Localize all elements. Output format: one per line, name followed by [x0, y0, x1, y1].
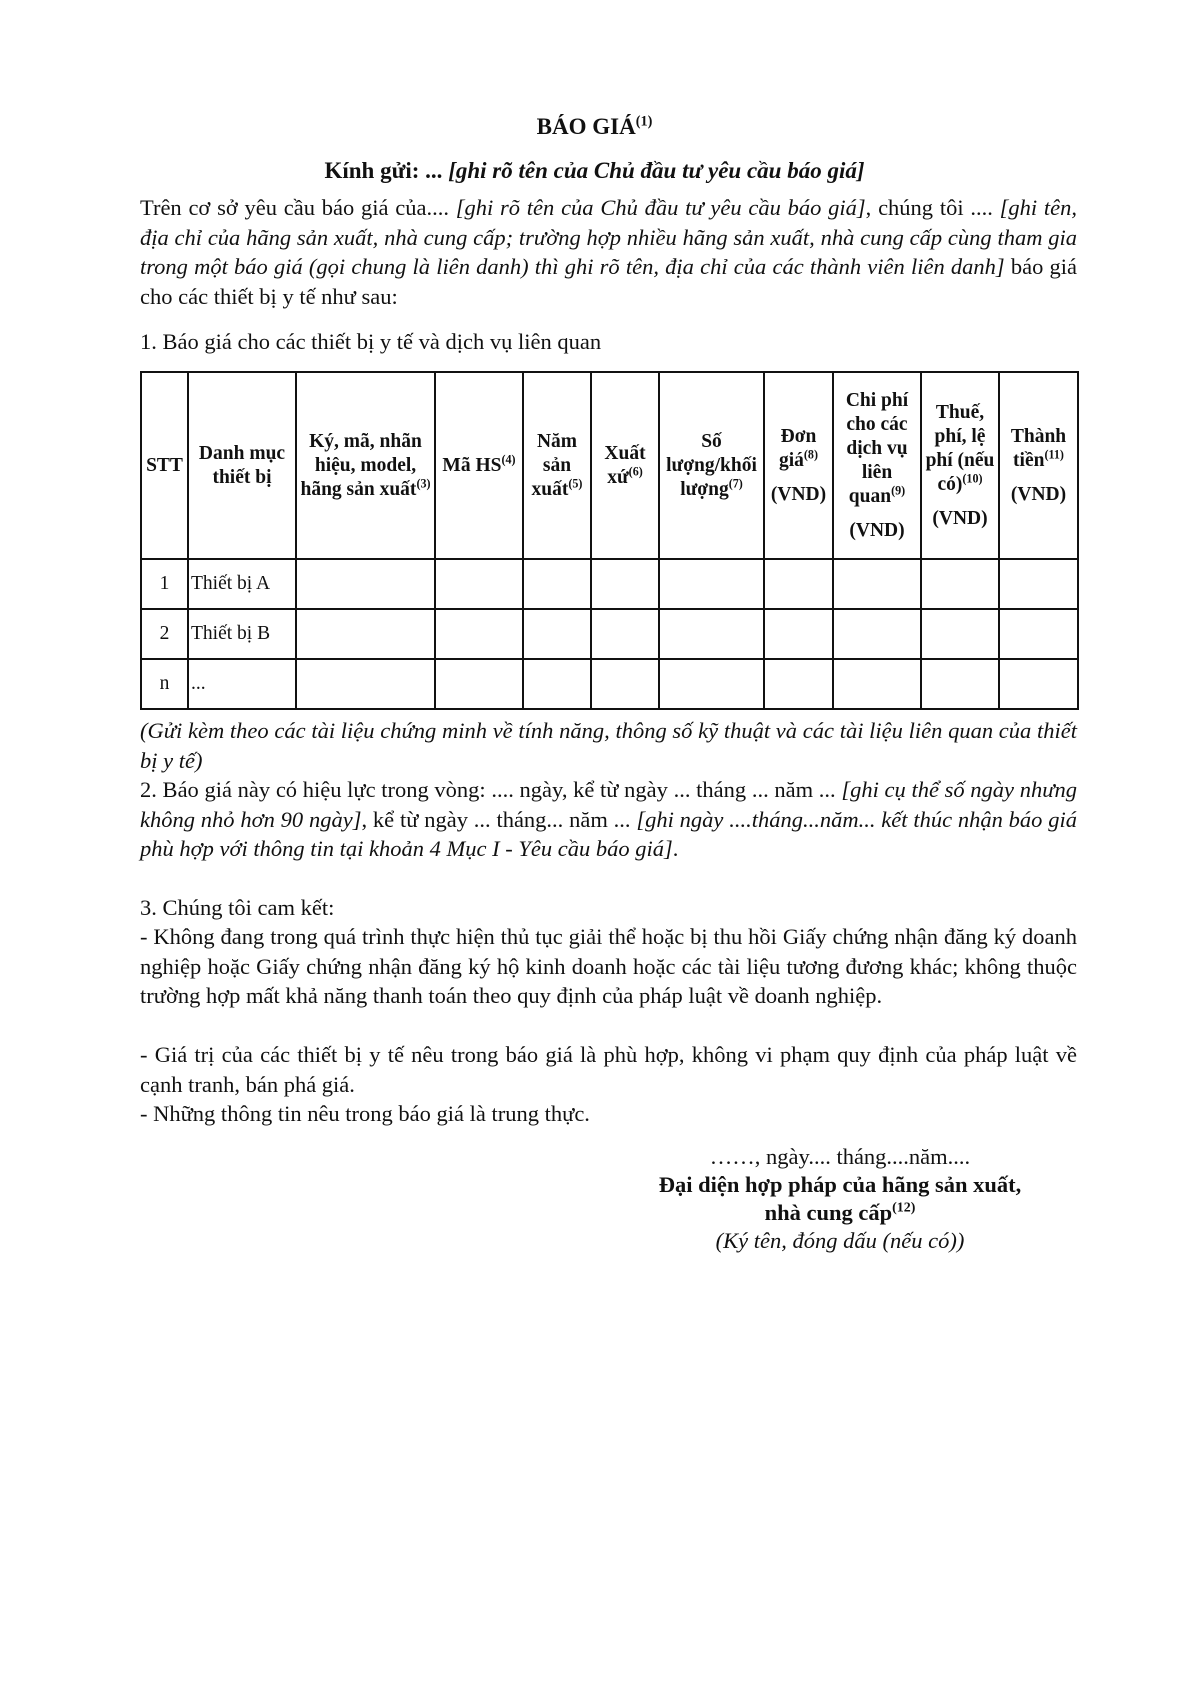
cell-empty [833, 659, 921, 709]
cell-empty [999, 659, 1078, 709]
cell-empty [764, 559, 833, 609]
section3-heading: 3. Chúng tôi cam kết: [140, 895, 335, 920]
signature-instruction: (Ký tên, đóng dấu (nếu có)) [715, 1228, 965, 1253]
document-title: BÁO GIÁ$^{(1)}$ [536, 113, 653, 139]
header-origin: Xuất xứ$^{(6)}$ [591, 372, 659, 559]
cell-empty [659, 659, 764, 709]
commitment-item: - Không đang trong quá trình thực hiện thủ tục giải thể hoặc bị thu hồi Giấy chứng nhận đăng ký doanh nghiệp hoặc Giấy chứng nhận đăng ký hộ kinh doanh hoặc các tài liệu tương đương khác; không thuộc trường hợp mất khả năng thanh toán theo quy định của pháp luật về doanh nghiệp. [140, 924, 1077, 1008]
cell-empty [296, 559, 435, 609]
table-header-row [141, 372, 1078, 559]
cell-item: Thiết bị A [188, 559, 296, 609]
cell-item: ... [188, 659, 296, 709]
intro-paragraph: Trên cơ sở yêu cầu báo giá của.... [ghi rõ tên của Chủ đầu tư yêu cầu báo giá], chúng tôi .... [ghi tên, địa chỉ của hãng sản xuất, nhà cung cấp; trường hợp nhiều hãng sản xuất, nhà cung cấp cùng tham gia trong một báo giá (gọi chung là liên danh) thì ghi rõ tên, địa chỉ của các thành viên liên danh] báo giá cho các thiết bị y tế như sau: [140, 195, 1077, 309]
cell-empty [999, 559, 1078, 609]
cell-empty [999, 609, 1078, 659]
cell-empty [523, 609, 591, 659]
cell-empty [833, 559, 921, 609]
cell-empty [764, 659, 833, 709]
table-row [141, 659, 1078, 709]
addressee-line: Kính gửi: ... [ghi rõ tên của Chủ đầu tư yêu cầu báo giá] [324, 158, 865, 183]
commitment-item: - Những thông tin nêu trong báo giá là trung thực. [140, 1101, 590, 1126]
cell-empty [435, 559, 523, 609]
cell-item: Thiết bị B [188, 609, 296, 659]
section1-heading: 1. Báo giá cho các thiết bị y tế và dịch vụ liên quan [140, 329, 602, 354]
header-quantity: Số lượng/khối lượng$^{(7)}$ [659, 372, 764, 559]
cell-stt: 1 [141, 559, 188, 609]
cell-stt: 2 [141, 609, 188, 659]
cell-empty [296, 609, 435, 659]
cell-empty [591, 659, 659, 709]
cell-empty [591, 609, 659, 659]
signature-block [600, 1143, 1080, 1255]
signature-role-line2: nhà cung cấp$^{(12)}$ [764, 1200, 916, 1225]
commitment-item: - Giá trị của các thiết bị y tế nêu trong báo giá là phù hợp, không vi phạm quy định của pháp luật về cạnh tranh, bán phá giá. [140, 1042, 1077, 1097]
signature-role: Đại diện hợp pháp của hãng sản xuất, [658, 1172, 1022, 1197]
header-device-list: Danh mục thiết bị [188, 372, 296, 559]
table-row [141, 559, 1078, 609]
header-unit-price: Đơn giá$^{(8)}$ (VND) [764, 372, 833, 559]
cell-empty [921, 609, 999, 659]
header-year: Năm sản xuất$^{(5)}$ [523, 372, 591, 559]
signature-date-line: ……, ngày.... tháng....năm.... [709, 1144, 971, 1169]
table-row [141, 609, 1078, 659]
attachment-note: (Gửi kèm theo các tài liệu chứng minh về tính năng, thông số kỹ thuật và các tài liệu liên quan của thiết bị y tế) [140, 718, 1077, 773]
cell-empty [523, 559, 591, 609]
cell-empty [921, 559, 999, 609]
cell-empty [591, 559, 659, 609]
cell-empty [435, 609, 523, 659]
cell-empty [659, 559, 764, 609]
header-tax-fees: Thuế, phí, lệ phí (nếu có)$^{(10)}$ (VND) [921, 372, 999, 559]
cell-empty [659, 609, 764, 659]
cell-empty [296, 659, 435, 709]
header-total: Thành tiền$^{(11)}$ (VND) [999, 372, 1078, 559]
section2-validity: 2. Báo giá này có hiệu lực trong vòng: .... ngày, kể từ ngày ... tháng ... năm ... [ghi cụ thể số ngày nhưng không nhỏ hơn 90 ngày], kể từ ngày ... tháng... năm ... [ghi ngày ....tháng...năm... kết thúc nhận báo giá phù hợp với thông tin tại khoản 4 Mục I - Yêu cầu báo giá]. [140, 777, 1077, 861]
header-service-cost: Chi phí cho các dịch vụ liên quan$^{(9)}$ (VND) [833, 372, 921, 559]
cell-empty [435, 659, 523, 709]
cell-stt: n [141, 659, 188, 709]
addressee-placeholder: [ghi rõ tên của Chủ đầu tư yêu cầu báo giá] [448, 158, 865, 183]
cell-empty [764, 609, 833, 659]
cell-empty [921, 659, 999, 709]
quotation-table [140, 371, 1079, 710]
cell-empty [833, 609, 921, 659]
cell-empty [523, 659, 591, 709]
footnote-ref: (1) [635, 113, 653, 130]
header-hs-code: Mã HS$^{(4)}$ [435, 372, 523, 559]
header-brand-model: Ký, mã, nhãn hiệu, model, hãng sản xuất$^{(3)}$ [296, 372, 435, 559]
header-stt: STT [141, 372, 188, 559]
